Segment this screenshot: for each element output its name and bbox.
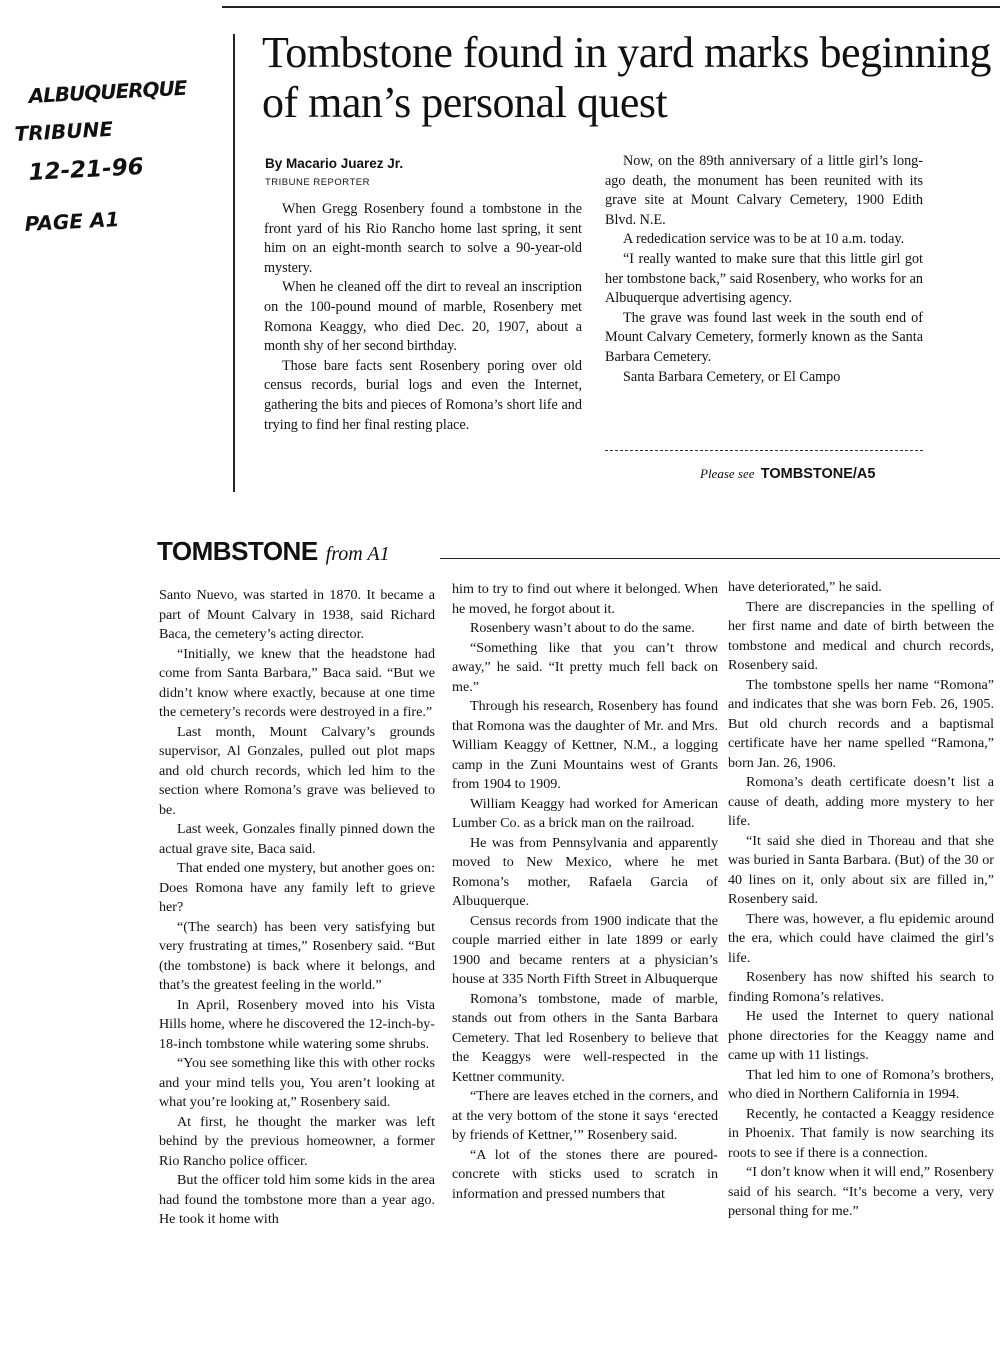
paragraph: He used the Internet to query national phone directories for the Keaggy name and came up with 11 listings. bbox=[728, 1008, 994, 1063]
front-column-1 bbox=[264, 200, 582, 435]
paragraph: him to try to find out where it belonged. When he moved, he forgot about it. bbox=[452, 581, 718, 617]
paragraph: There are discrepancies in the spelling of her first name and date of birth between the tombstone and medical and church records, Rosenbery said. bbox=[728, 598, 994, 673]
paragraph: Rosenbery has now shifted his search to finding Romona’s relatives. bbox=[728, 969, 994, 1005]
continuation-column-3 bbox=[728, 578, 994, 1222]
paragraph: “I don’t know when it will end,” Rosenbery said of his search. “It’s become a very, very personal thing for me.” bbox=[728, 1164, 994, 1219]
front-column-2 bbox=[605, 152, 923, 387]
paragraph: Santa Barbara Cemetery, or El Campo bbox=[623, 368, 841, 385]
paragraph: William Keaggy had worked for American Lumber Co. as a brick man on the railroad. bbox=[452, 795, 718, 831]
paragraph: Last month, Mount Calvary’s grounds supervisor, Al Gonzales, pulled out plot maps and old church records, which led him to the section where Romona’s grave was believed to be. bbox=[159, 723, 435, 818]
paragraph: Rosenbery wasn’t about to do the same. bbox=[470, 620, 695, 636]
handwritten-page: PAGE A1 bbox=[24, 207, 120, 236]
paragraph: When he cleaned off the dirt to reveal an inscription on the 100-pound mound of marble, Rosenbery met Romona Keaggy, who died Dec. 20, 1907, about a month shy of her second birthday. bbox=[264, 279, 582, 355]
paragraph: Now, on the 89th anniversary of a little girl’s long-ago death, the monument has been reunited with its grave site at Mount Calvary Cemetery, 1900 Edith Blvd. N.E. bbox=[605, 153, 923, 228]
continuation-column-1 bbox=[159, 586, 435, 1230]
paragraph: The grave was found last week in the south end of Mount Calvary Cemetery, formerly known as the Santa Barbara Cemetery. bbox=[605, 309, 923, 365]
byline: By Macario Juarez Jr. bbox=[265, 156, 404, 171]
paragraph: When Gregg Rosenbery found a tombstone in the front yard of his Rio Rancho home last spring, it sent him on an eight-month search to solve a 90-year-old mystery. bbox=[264, 201, 582, 276]
clipping-left-rule bbox=[233, 34, 235, 492]
paragraph: Romona’s death certificate doesn’t list a cause of death, adding more mystery to her life. bbox=[728, 774, 994, 829]
paragraph: Recently, he contacted a Keaggy residence in Phoenix. That family is now searching its roots to see if there is a connection. bbox=[728, 1105, 994, 1161]
handwritten-paper-name: ALBUQUERQUE bbox=[28, 75, 187, 108]
paragraph: Santo Nuevo, was started in 1870. It became a part of Mount Calvary in 1938, said Richard Baca, the cemetery’s acting director. bbox=[159, 587, 435, 642]
top-clipping-rule bbox=[222, 6, 1000, 8]
paragraph: “You see something like this with other rocks and your mind tells you, You aren’t looking at what you’re looking at,” Rosenbery said. bbox=[159, 1055, 435, 1110]
paragraph: have deteriorated,” he said. bbox=[728, 579, 882, 595]
continuation-header-rule bbox=[440, 558, 1000, 559]
handwritten-paper-name-2: TRIBUNE bbox=[14, 116, 114, 146]
paragraph: “I really wanted to make sure that this little girl got her tombstone back,” said Rosenbery, who works for an Albuquerque advertising agency. bbox=[605, 250, 923, 307]
paragraph: In April, Rosenbery moved into his Vista Hills home, where he discovered the 12-inch-by-18-inch tombstone while watering some shrubs. bbox=[159, 996, 435, 1052]
jump-line bbox=[700, 466, 875, 482]
handwritten-date: 12-21-96 bbox=[28, 153, 145, 186]
continuation-header-from: from A1 bbox=[325, 543, 390, 565]
headline: Tombstone found in yard marks beginning of man’s personal quest bbox=[262, 28, 991, 127]
paragraph: Those bare facts sent Rosenbery poring over old census records, burial logs and even the Internet, gathering the bits and pieces of Romona’s short life and trying to find her final resting place. bbox=[264, 357, 582, 433]
paragraph: Through his research, Rosenbery has found that Romona was the daughter of Mr. and Mrs. William Keaggy of Kettner, N.M., a logging camp in the Zuni Mountains west of Grants from 1904 to 1909. bbox=[452, 698, 718, 792]
jump-label: Please see bbox=[700, 466, 755, 481]
continuation-header bbox=[157, 536, 390, 567]
paragraph: The tombstone spells her name “Romona” and indicates that she was born Feb. 26, 1905. But old church records and a baptismal certificate have her name spelled “Ramona,” born Jan. 26, 1906. bbox=[728, 676, 994, 771]
paragraph: “Initially, we knew that the headstone had come from Santa Barbara,” Baca said. “But we didn’t know where exactly, because at one time the cemetery’s records were destroyed in a fire.” bbox=[159, 645, 435, 720]
paragraph: “Something like that you can’t throw away,” he said. “It pretty much fell back on me.” bbox=[452, 639, 718, 695]
paragraph: “A lot of the stones there are poured-concrete with sticks used to scratch in information and pressed numbers that bbox=[452, 1146, 718, 1202]
byline-role: TRIBUNE REPORTER bbox=[265, 177, 370, 188]
paragraph: Last week, Gonzales finally pinned down the actual grave site, Baca said. bbox=[159, 821, 435, 857]
paragraph: “(The search) has been very satisfying but very frustrating at times,” Rosenbery said. “But (the tombstone) is back where it belongs, and that’s the greatest feeling in the world.” bbox=[159, 918, 435, 993]
paragraph: “There are leaves etched in the corners, and at the very bottom of the stone it says ‘erected by friends of Kettner,’” Rosenbery said. bbox=[452, 1088, 718, 1143]
jump-target: TOMBSTONE/A5 bbox=[760, 466, 876, 482]
paragraph: That ended one mystery, but another goes on: Does Romona have any family left to grieve her? bbox=[159, 860, 435, 915]
paragraph: That led him to one of Romona’s brothers, who died in Northern California in 1994. bbox=[728, 1066, 994, 1102]
jump-divider bbox=[605, 450, 923, 451]
continuation-header-word: TOMBSTONE bbox=[157, 536, 318, 566]
continuation-column-2 bbox=[452, 580, 718, 1204]
paragraph: “It said she died in Thoreau and that she was buried in Santa Barbara. (But) of the 30 or 40 lines on it, only about six are filled in,” Rosenbery said. bbox=[728, 832, 994, 907]
paragraph: A rededication service was to be at 10 a.m. today. bbox=[623, 231, 905, 248]
paragraph: But the officer told him some kids in the area had found the tombstone more than a year ago. He took it home with bbox=[159, 1172, 435, 1227]
paragraph: There was, however, a flu epidemic around the era, which could have claimed the girl’s life. bbox=[728, 910, 994, 966]
paragraph: Census records from 1900 indicate that the couple married either in late 1899 or early 1900 and became renters at a physician’s house at 335 North Fifth Street in Albuquerque bbox=[452, 912, 718, 987]
paragraph: He was from Pennsylvania and apparently moved to New Mexico, where he met Romona’s mother, Rafaela Garcia of Albuquerque. bbox=[452, 834, 718, 909]
paragraph: Romona’s tombstone, made of marble, stands out from others in the Santa Barbara Cemetery. That led Rosenbery to believe that the Keaggys were well-respected in the Kettner community. bbox=[452, 990, 718, 1085]
paragraph: At first, he thought the marker was left behind by the previous homeowner, a former Rio Rancho police officer. bbox=[159, 1113, 435, 1169]
